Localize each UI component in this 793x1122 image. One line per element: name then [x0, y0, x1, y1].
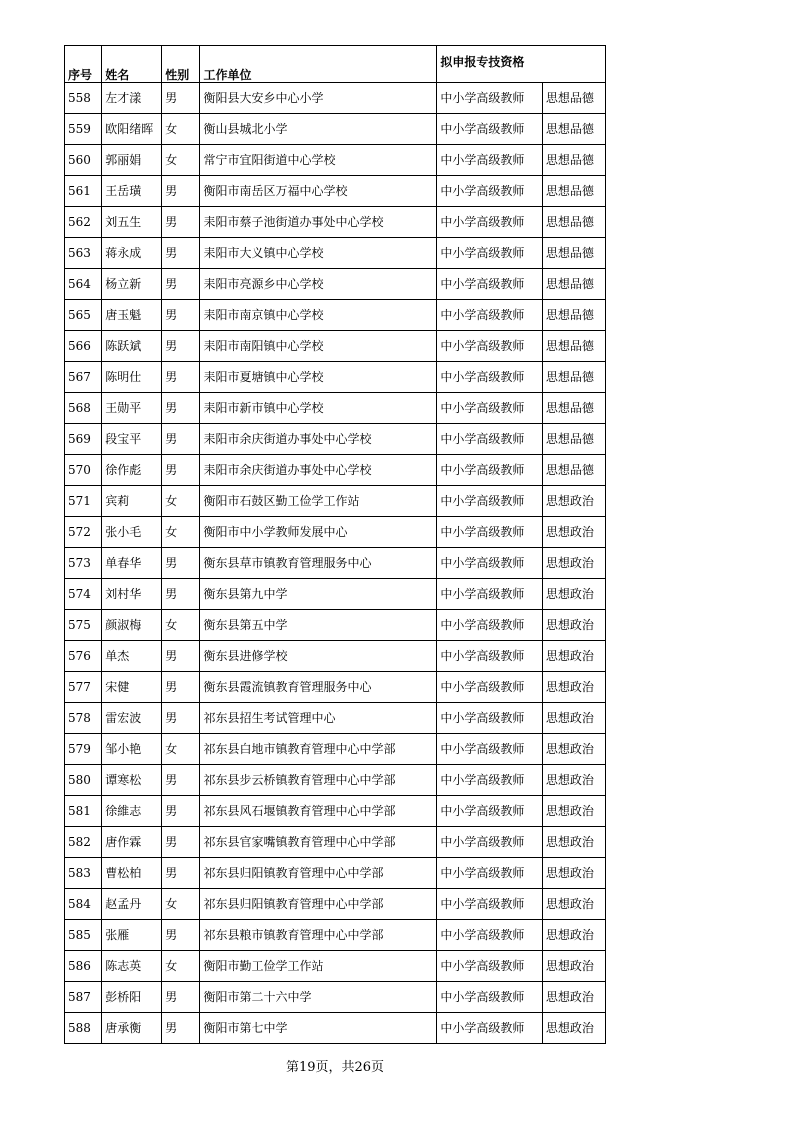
cell-no: 582 — [65, 827, 102, 858]
cell-unit: 耒阳市南京镇中心学校 — [200, 300, 437, 331]
cell-subject: 思想品德 — [542, 83, 605, 114]
cell-no: 579 — [65, 734, 102, 765]
cell-no: 558 — [65, 83, 102, 114]
cell-unit: 耒阳市夏塘镇中心学校 — [200, 362, 437, 393]
cell-name: 宾莉 — [102, 486, 162, 517]
table-row — [65, 455, 606, 486]
cell-subject: 思想政治 — [542, 982, 605, 1013]
cell-name: 唐承衡 — [102, 1013, 162, 1044]
cell-unit: 祁东县白地市镇教育管理中心中学部 — [200, 734, 437, 765]
table-row — [65, 734, 606, 765]
cell-gender: 女 — [162, 610, 200, 641]
cell-gender: 女 — [162, 734, 200, 765]
page-footer: 第19页，共26页 — [285, 1060, 385, 1075]
table-row — [65, 982, 606, 1013]
cell-no: 571 — [65, 486, 102, 517]
table-row — [65, 145, 606, 176]
cell-unit: 祁东县粮市镇教育管理中心中学部 — [200, 920, 437, 951]
cell-subject: 思想品德 — [542, 362, 605, 393]
cell-unit: 耒阳市亮源乡中心学校 — [200, 269, 437, 300]
cell-unit: 祁东县步云桥镇教育管理中心中学部 — [200, 765, 437, 796]
cell-no: 588 — [65, 1013, 102, 1044]
cell-name: 郭丽娟 — [102, 145, 162, 176]
cell-subject: 思想品德 — [542, 455, 605, 486]
cell-no: 575 — [65, 610, 102, 641]
cell-unit: 衡东县第五中学 — [200, 610, 437, 641]
cell-subject: 思想政治 — [542, 703, 605, 734]
table-row — [65, 331, 606, 362]
table-row — [65, 362, 606, 393]
cell-gender: 男 — [162, 796, 200, 827]
cell-no: 584 — [65, 889, 102, 920]
cell-gender: 男 — [162, 176, 200, 207]
cell-gender: 女 — [162, 517, 200, 548]
cell-subject: 思想品德 — [542, 207, 605, 238]
cell-gender: 男 — [162, 269, 200, 300]
cell-subject: 思想政治 — [542, 951, 605, 982]
cell-subject: 思想政治 — [542, 579, 605, 610]
cell-gender: 男 — [162, 424, 200, 455]
cell-unit: 衡阳县大安乡中心小学 — [200, 83, 437, 114]
cell-subject: 思想品德 — [542, 114, 605, 145]
cell-unit: 耒阳市蔡子池街道办事处中心学校 — [200, 207, 437, 238]
cell-unit: 祁东县归阳镇教育管理中心中学部 — [200, 889, 437, 920]
cell-no: 576 — [65, 641, 102, 672]
cell-subject: 思想政治 — [542, 1013, 605, 1044]
header-name: 姓名 — [102, 46, 162, 83]
table-row — [65, 548, 606, 579]
cell-unit: 衡阳市中小学教师发展中心 — [200, 517, 437, 548]
cell-title: 中小学高级教师 — [437, 362, 543, 393]
cell-name: 陈明仕 — [102, 362, 162, 393]
table-row — [65, 486, 606, 517]
cell-unit: 衡东县霞流镇教育管理服务中心 — [200, 672, 437, 703]
table-row — [65, 393, 606, 424]
cell-unit: 耒阳市新市镇中心学校 — [200, 393, 437, 424]
cell-no: 583 — [65, 858, 102, 889]
cell-name: 刘村华 — [102, 579, 162, 610]
table-row — [65, 176, 606, 207]
header-gender: 性别 — [162, 46, 200, 83]
cell-gender: 男 — [162, 703, 200, 734]
cell-subject: 思想品德 — [542, 269, 605, 300]
cell-no: 572 — [65, 517, 102, 548]
table-row — [65, 579, 606, 610]
cell-unit: 衡阳市勤工俭学工作站 — [200, 951, 437, 982]
cell-gender: 男 — [162, 1013, 200, 1044]
cell-gender: 男 — [162, 641, 200, 672]
cell-gender: 男 — [162, 920, 200, 951]
cell-subject: 思想政治 — [542, 889, 605, 920]
cell-subject: 思想政治 — [542, 641, 605, 672]
table-row — [65, 641, 606, 672]
cell-name: 张小毛 — [102, 517, 162, 548]
table-row — [65, 765, 606, 796]
cell-subject: 思想品德 — [542, 300, 605, 331]
cell-name: 单杰 — [102, 641, 162, 672]
cell-name: 张雁 — [102, 920, 162, 951]
cell-title: 中小学高级教师 — [437, 455, 543, 486]
cell-name: 陈跃斌 — [102, 331, 162, 362]
roster-sheet — [64, 45, 606, 1044]
cell-name: 单春华 — [102, 548, 162, 579]
cell-subject: 思想品德 — [542, 176, 605, 207]
cell-unit: 衡阳市第七中学 — [200, 1013, 437, 1044]
cell-gender: 男 — [162, 548, 200, 579]
cell-subject: 思想品德 — [542, 331, 605, 362]
cell-gender: 男 — [162, 827, 200, 858]
table-row — [65, 1013, 606, 1044]
cell-subject: 思想政治 — [542, 858, 605, 889]
table-row — [65, 114, 606, 145]
cell-unit: 衡阳市南岳区万福中心学校 — [200, 176, 437, 207]
cell-title: 中小学高级教师 — [437, 114, 543, 145]
cell-gender: 女 — [162, 114, 200, 145]
cell-title: 中小学高级教师 — [437, 858, 543, 889]
cell-no: 578 — [65, 703, 102, 734]
cell-no: 570 — [65, 455, 102, 486]
cell-gender: 男 — [162, 765, 200, 796]
cell-no: 574 — [65, 579, 102, 610]
cell-unit: 衡东县第九中学 — [200, 579, 437, 610]
cell-title: 中小学高级教师 — [437, 672, 543, 703]
table-row — [65, 703, 606, 734]
cell-no: 569 — [65, 424, 102, 455]
header-qualification: 拟申报专技资格 — [437, 46, 606, 83]
cell-name: 徐維志 — [102, 796, 162, 827]
cell-title: 中小学高级教师 — [437, 982, 543, 1013]
roster-table — [64, 45, 606, 1044]
table-row — [65, 300, 606, 331]
cell-title: 中小学高级教师 — [437, 331, 543, 362]
table-row — [65, 951, 606, 982]
cell-name: 颜淑梅 — [102, 610, 162, 641]
cell-name: 王岳璜 — [102, 176, 162, 207]
cell-unit: 耒阳市大义镇中心学校 — [200, 238, 437, 269]
cell-title: 中小学高级教师 — [437, 827, 543, 858]
cell-title: 中小学高级教师 — [437, 238, 543, 269]
cell-title: 中小学高级教师 — [437, 424, 543, 455]
cell-no: 559 — [65, 114, 102, 145]
cell-name: 徐作彪 — [102, 455, 162, 486]
cell-unit: 耒阳市余庆街道办事处中心学校 — [200, 424, 437, 455]
cell-title: 中小学高级教师 — [437, 796, 543, 827]
cell-name: 雷宏波 — [102, 703, 162, 734]
cell-no: 577 — [65, 672, 102, 703]
cell-subject: 思想品德 — [542, 424, 605, 455]
cell-subject: 思想政治 — [542, 827, 605, 858]
cell-gender: 男 — [162, 331, 200, 362]
cell-no: 581 — [65, 796, 102, 827]
cell-title: 中小学高级教师 — [437, 765, 543, 796]
cell-title: 中小学高级教师 — [437, 1013, 543, 1044]
header-no: 序号 — [65, 46, 102, 83]
cell-name: 段宝平 — [102, 424, 162, 455]
cell-title: 中小学高级教师 — [437, 703, 543, 734]
cell-no: 564 — [65, 269, 102, 300]
cell-no: 587 — [65, 982, 102, 1013]
cell-title: 中小学高级教师 — [437, 486, 543, 517]
cell-title: 中小学高级教师 — [437, 548, 543, 579]
cell-title: 中小学高级教师 — [437, 300, 543, 331]
cell-unit: 耒阳市南阳镇中心学校 — [200, 331, 437, 362]
cell-name: 陈志英 — [102, 951, 162, 982]
table-row — [65, 424, 606, 455]
cell-name: 杨立新 — [102, 269, 162, 300]
cell-no: 560 — [65, 145, 102, 176]
cell-gender: 女 — [162, 145, 200, 176]
cell-unit: 祁东县招生考试管理中心 — [200, 703, 437, 734]
cell-unit: 衡东县草市镇教育管理服务中心 — [200, 548, 437, 579]
cell-no: 563 — [65, 238, 102, 269]
table-row — [65, 858, 606, 889]
table-row — [65, 610, 606, 641]
cell-no: 573 — [65, 548, 102, 579]
cell-title: 中小学高级教师 — [437, 207, 543, 238]
cell-gender: 女 — [162, 889, 200, 920]
cell-title: 中小学高级教师 — [437, 641, 543, 672]
cell-gender: 女 — [162, 486, 200, 517]
cell-subject: 思想政治 — [542, 486, 605, 517]
table-row — [65, 796, 606, 827]
cell-title: 中小学高级教师 — [437, 951, 543, 982]
cell-gender: 男 — [162, 393, 200, 424]
cell-title: 中小学高级教师 — [437, 610, 543, 641]
cell-title: 中小学高级教师 — [437, 579, 543, 610]
table-row — [65, 517, 606, 548]
cell-subject: 思想政治 — [542, 610, 605, 641]
cell-name: 谭寒松 — [102, 765, 162, 796]
cell-unit: 衡阳市第二十六中学 — [200, 982, 437, 1013]
header-unit: 工作单位 — [200, 46, 437, 83]
cell-unit: 祁东县官家嘴镇教育管理中心中学部 — [200, 827, 437, 858]
cell-gender: 男 — [162, 362, 200, 393]
table-row — [65, 920, 606, 951]
cell-name: 彭桥阳 — [102, 982, 162, 1013]
cell-name: 欧阳绪晖 — [102, 114, 162, 145]
cell-unit: 常宁市宜阳街道中心学校 — [200, 145, 437, 176]
cell-no: 585 — [65, 920, 102, 951]
cell-title: 中小学高级教师 — [437, 920, 543, 951]
cell-unit: 衡东县进修学校 — [200, 641, 437, 672]
cell-no: 562 — [65, 207, 102, 238]
cell-gender: 男 — [162, 858, 200, 889]
cell-subject: 思想政治 — [542, 734, 605, 765]
cell-subject: 思想品德 — [542, 393, 605, 424]
cell-subject: 思想政治 — [542, 765, 605, 796]
cell-title: 中小学高级教师 — [437, 145, 543, 176]
cell-no: 580 — [65, 765, 102, 796]
cell-subject: 思想政治 — [542, 517, 605, 548]
table-header-row — [65, 46, 606, 83]
cell-no: 561 — [65, 176, 102, 207]
cell-title: 中小学高级教师 — [437, 176, 543, 207]
cell-name: 赵孟丹 — [102, 889, 162, 920]
cell-unit: 耒阳市余庆街道办事处中心学校 — [200, 455, 437, 486]
cell-title: 中小学高级教师 — [437, 83, 543, 114]
cell-title: 中小学高级教师 — [437, 889, 543, 920]
cell-gender: 男 — [162, 455, 200, 486]
cell-unit: 祁东县风石堰镇教育管理中心中学部 — [200, 796, 437, 827]
cell-gender: 男 — [162, 207, 200, 238]
cell-name: 王勋平 — [102, 393, 162, 424]
cell-subject: 思想政治 — [542, 920, 605, 951]
cell-gender: 男 — [162, 238, 200, 269]
cell-subject: 思想品德 — [542, 238, 605, 269]
cell-title: 中小学高级教师 — [437, 734, 543, 765]
cell-gender: 男 — [162, 579, 200, 610]
cell-title: 中小学高级教师 — [437, 517, 543, 548]
cell-subject: 思想政治 — [542, 548, 605, 579]
table-row — [65, 83, 606, 114]
cell-name: 邹小艳 — [102, 734, 162, 765]
cell-unit: 衡山县城北小学 — [200, 114, 437, 145]
cell-unit: 衡阳市石鼓区勤工俭学工作站 — [200, 486, 437, 517]
cell-title: 中小学高级教师 — [437, 269, 543, 300]
cell-no: 567 — [65, 362, 102, 393]
cell-name: 蒋永成 — [102, 238, 162, 269]
cell-name: 宋健 — [102, 672, 162, 703]
cell-name: 唐玉魁 — [102, 300, 162, 331]
table-row — [65, 207, 606, 238]
cell-name: 左才漾 — [102, 83, 162, 114]
cell-gender: 男 — [162, 83, 200, 114]
cell-no: 566 — [65, 331, 102, 362]
table-row — [65, 672, 606, 703]
cell-subject: 思想品德 — [542, 145, 605, 176]
cell-gender: 男 — [162, 300, 200, 331]
cell-name: 曹松柏 — [102, 858, 162, 889]
cell-gender: 女 — [162, 951, 200, 982]
cell-subject: 思想政治 — [542, 672, 605, 703]
cell-name: 唐作霖 — [102, 827, 162, 858]
cell-gender: 男 — [162, 982, 200, 1013]
cell-unit: 祁东县归阳镇教育管理中心中学部 — [200, 858, 437, 889]
table-row — [65, 269, 606, 300]
cell-no: 565 — [65, 300, 102, 331]
cell-name: 刘五生 — [102, 207, 162, 238]
cell-subject: 思想政治 — [542, 796, 605, 827]
table-row — [65, 889, 606, 920]
cell-gender: 男 — [162, 672, 200, 703]
cell-title: 中小学高级教师 — [437, 393, 543, 424]
cell-no: 586 — [65, 951, 102, 982]
table-row — [65, 827, 606, 858]
table-row — [65, 238, 606, 269]
cell-no: 568 — [65, 393, 102, 424]
